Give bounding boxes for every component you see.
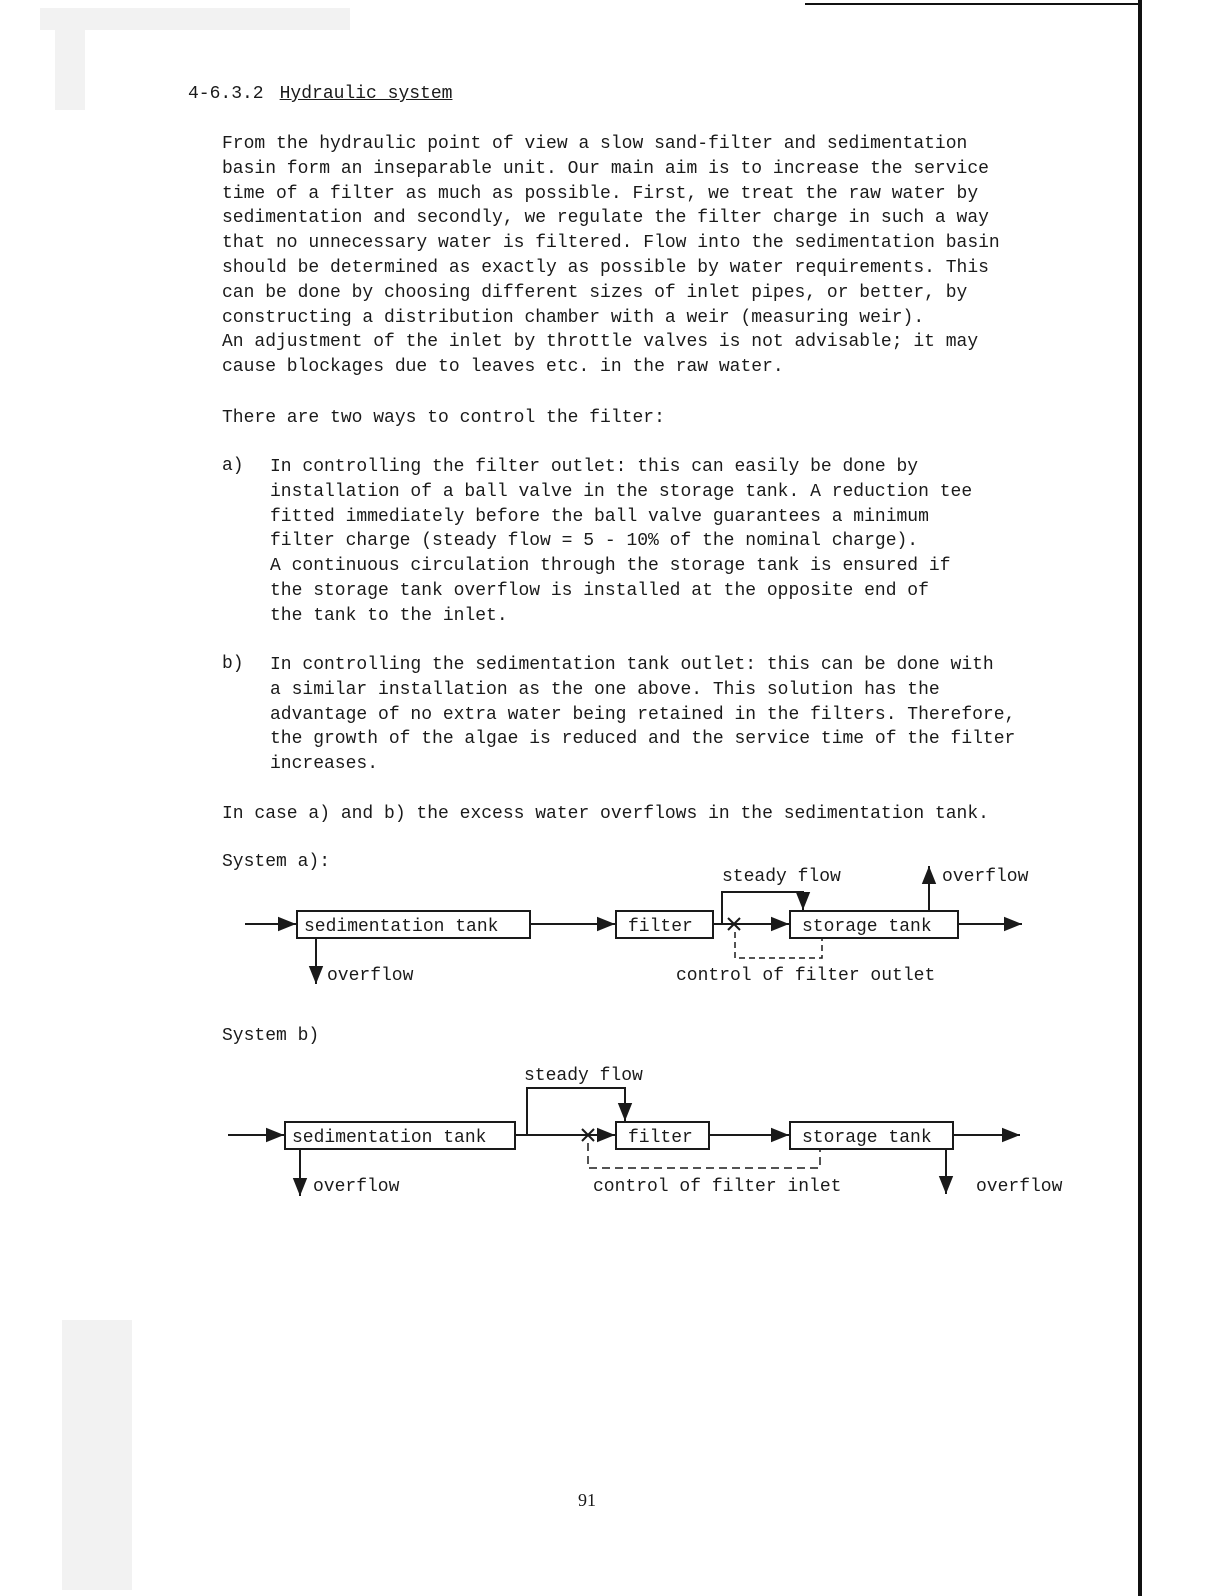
filter-label: filter	[628, 917, 693, 937]
control-dashed-line	[588, 1143, 820, 1168]
overflow-top-label: overflow	[942, 867, 1029, 887]
scan-speckle	[62, 1320, 132, 1590]
control-intro: There are two ways to control the filter:	[222, 408, 665, 428]
item-b-text: In controlling the sedimentation tank outlet: this can be done with a similar installation as the one above. This solution has the advantage of no extra water being retained in the filters. Therefore, the growth of the algae is reduced and the service time of the filter increases.	[270, 655, 1016, 775]
scan-speckle	[40, 8, 350, 30]
closing-sentence: In case a) and b) the excess water overflows in the sedimentation tank.	[222, 804, 989, 824]
system-a-label: System a):	[222, 852, 331, 872]
system-a-diagram	[0, 860, 1232, 1000]
sedimentation-tank-label: sedimentation tank	[304, 917, 499, 937]
steady-flow-label: steady flow	[722, 867, 841, 887]
page-number: 91	[578, 1490, 596, 1510]
steady-flow-bypass	[527, 1088, 625, 1135]
scan-edge-top	[805, 3, 1140, 5]
item-a-label: a)	[222, 456, 244, 476]
section-heading	[188, 84, 452, 104]
section-title: Hydraulic system	[279, 84, 453, 104]
section-number: 4-6.3.2	[188, 84, 264, 104]
control-filter-inlet-label: control of filter inlet	[593, 1177, 842, 1197]
sedimentation-tank-label: sedimentation tank	[292, 1128, 487, 1148]
overflow-bottom-label: overflow	[327, 966, 414, 986]
steady-flow-label: steady flow	[524, 1066, 643, 1086]
scan-speckle	[55, 30, 85, 110]
filter-label: filter	[628, 1128, 693, 1148]
item-b-label: b)	[222, 654, 244, 674]
storage-tank-label: storage tank	[802, 917, 932, 937]
overflow-right-label: overflow	[976, 1177, 1063, 1197]
system-b-label: System b)	[222, 1026, 320, 1046]
item-a-text: In controlling the filter outlet: this can easily be done by installation of a ball valve in the storage tank. A reduction tee fitted immediately before the ball valve guarantees a minimum filter charge (steady flow = 5 - 10% of the nominal charge). A continuous circulation through the storage tank is ensured if the storage tank overflow is installed at the opposite end of the tank to the inlet.	[270, 457, 973, 626]
scan-edge-right	[1138, 0, 1142, 1596]
overflow-left-label: overflow	[313, 1177, 400, 1197]
system-b-diagram	[0, 1060, 1232, 1200]
control-filter-outlet-label: control of filter outlet	[676, 966, 936, 986]
storage-tank-label: storage tank	[802, 1128, 932, 1148]
intro-paragraph: From the hydraulic point of view a slow sand-filter and sedimentation basin form an inseparable unit. Our main aim is to increase the service time of a filter as much as possible. First, we treat the raw water by sedimentation and secondly, we regulate the filter charge in such a way that no unnecessary water is filtered. Flow into the sedimentation basin should be determined as exactly as possible by water requirements. This can be done by choosing different sizes of inlet pipes, or better, by constructing a distribution chamber with a weir (measuring weir). An adjustment of the inlet by throttle valves is not advisable; it may cause blockages due to leaves etc. in the raw water.	[222, 134, 1000, 378]
